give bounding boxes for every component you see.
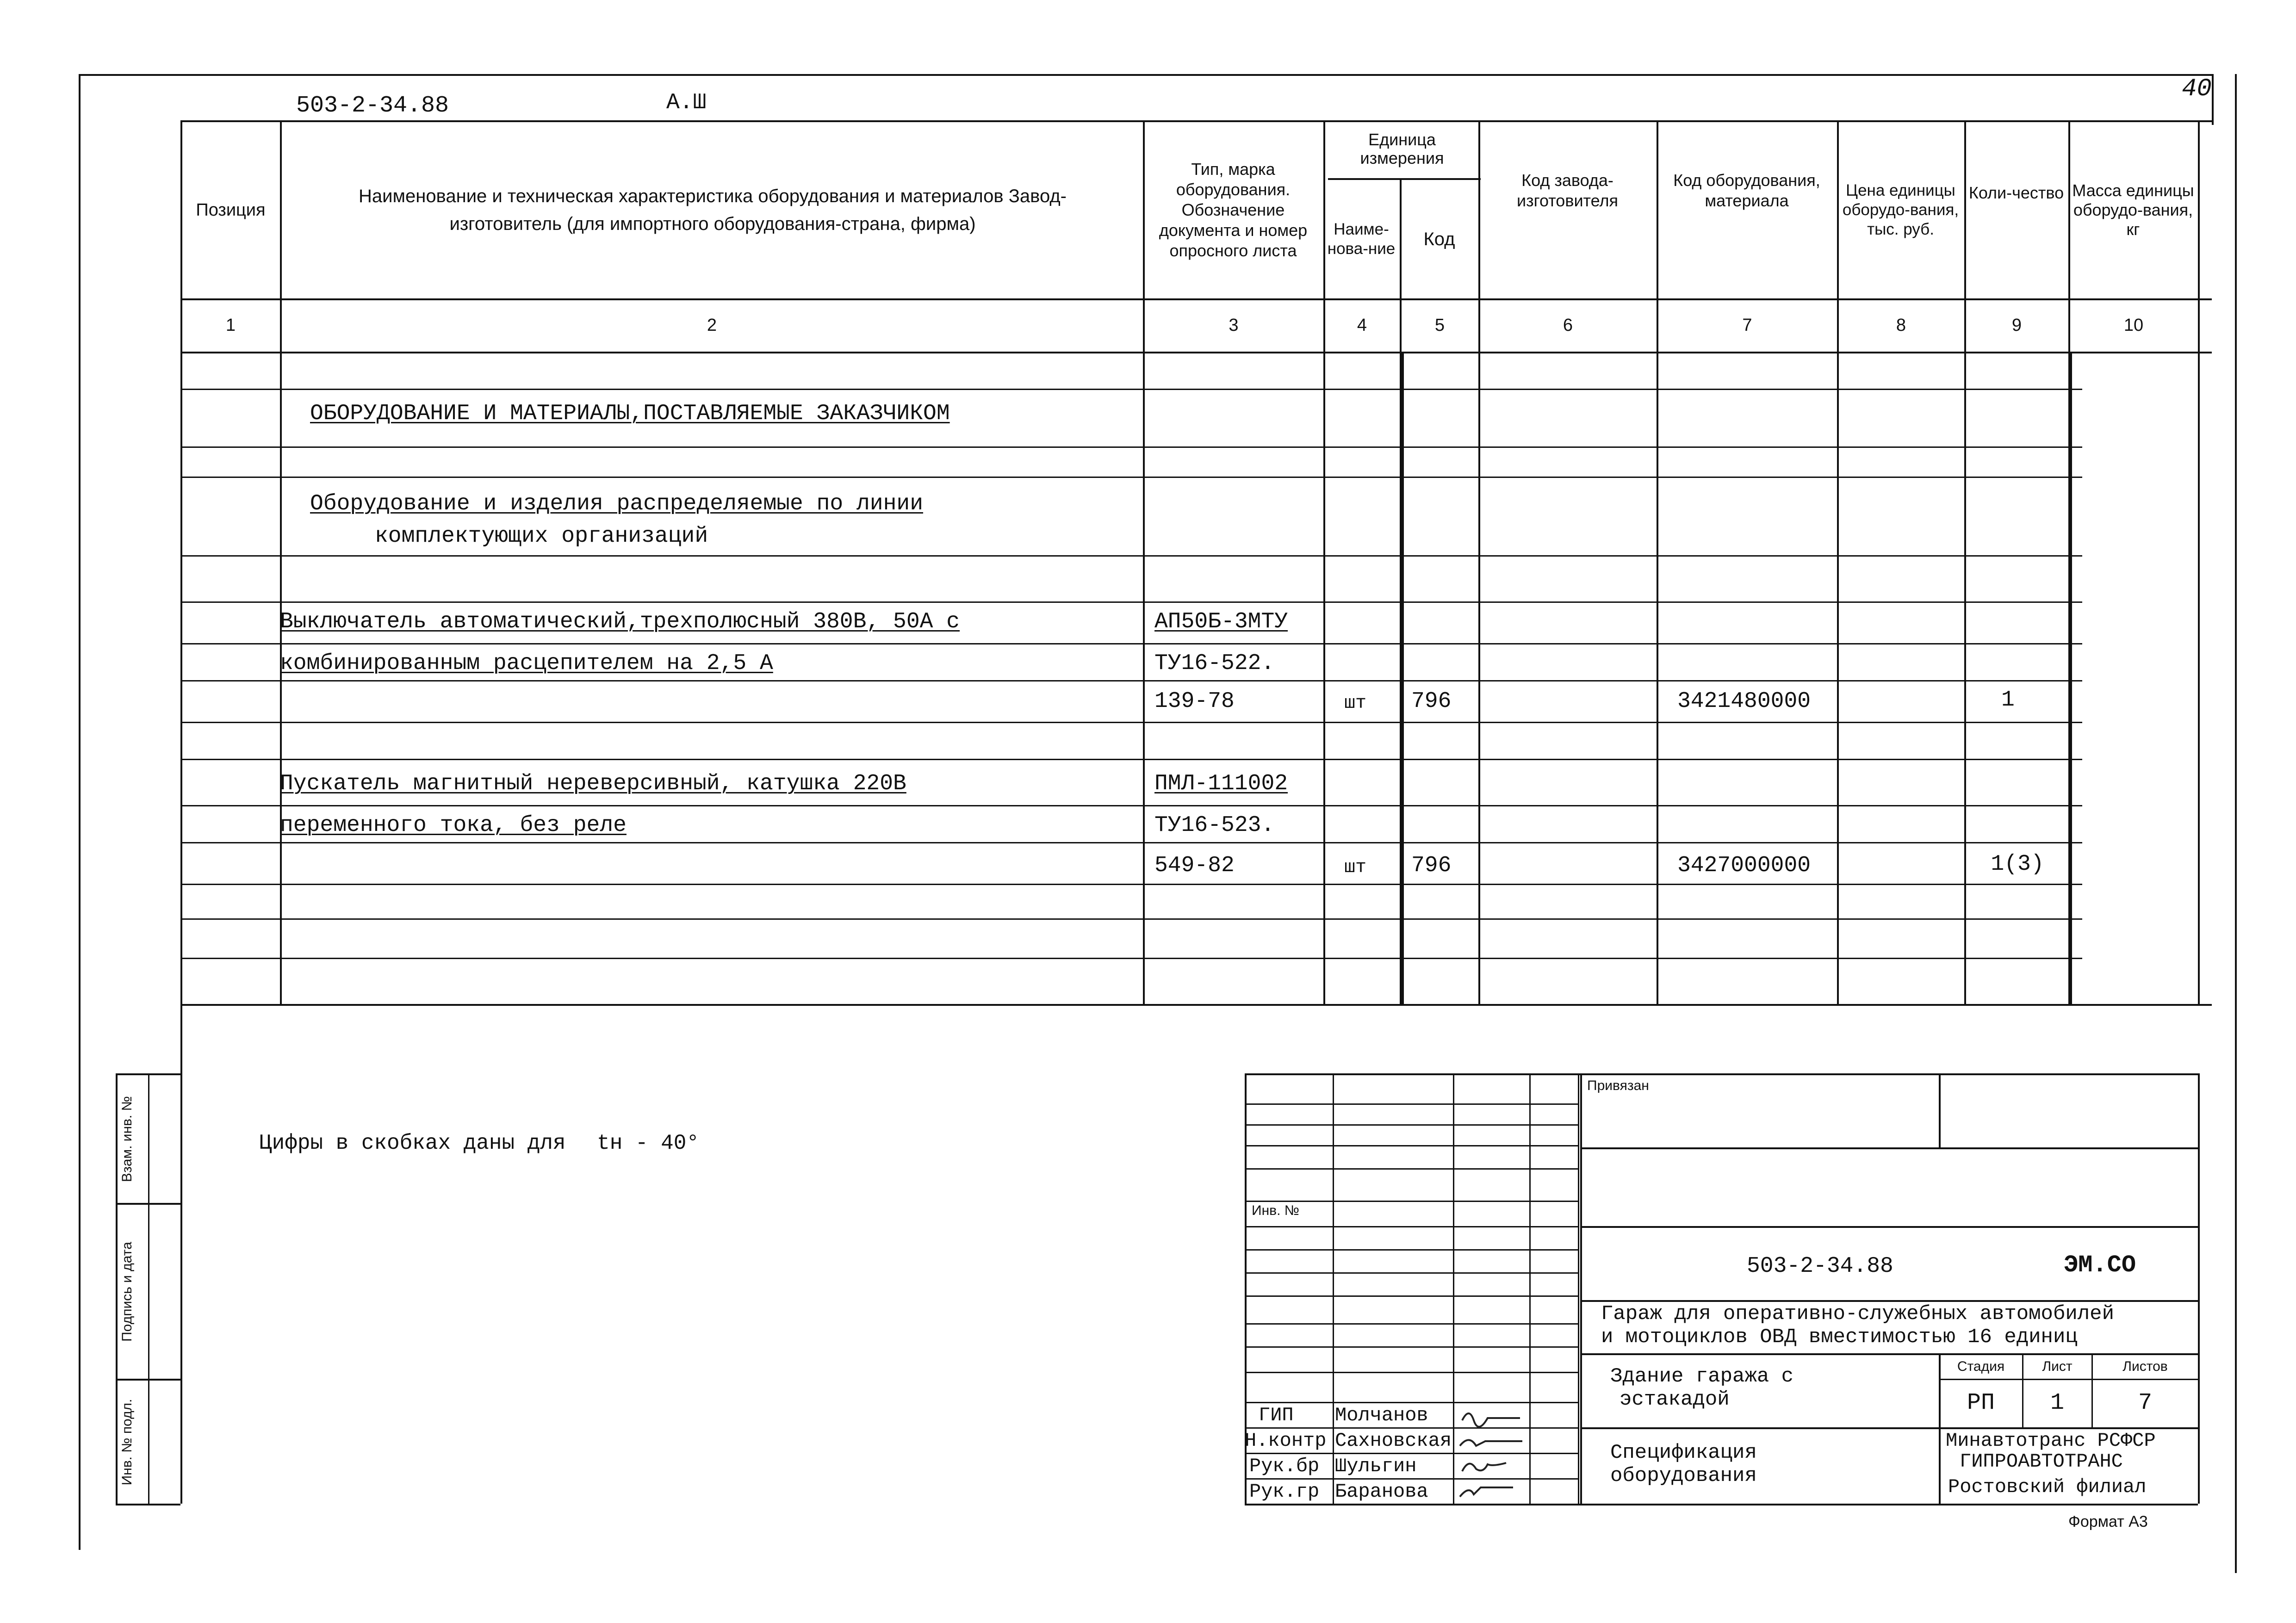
item1-type-line-3: 139-78 [1154, 689, 1235, 714]
temperature-note [259, 1131, 699, 1155]
album-mark: А.Ш [666, 90, 707, 115]
col-number-5: 5 [1434, 316, 1445, 335]
col-number-8: 8 [1896, 316, 1906, 335]
sheets-value: 7 [2138, 1390, 2152, 1416]
item1-type-line-2: ТУ16-522. [1154, 651, 1275, 676]
stamp-doc-code: 503-2-34.88 [1747, 1254, 1893, 1279]
col-number-1: 1 [225, 316, 236, 335]
item2-unit: шт [1344, 857, 1367, 878]
attached-label: Привязан [1587, 1078, 1649, 1093]
header-unit-name: Наиме-нова-ние [1327, 220, 1396, 258]
format-label: Формат А3 [2068, 1513, 2148, 1530]
col-number-3: 3 [1229, 316, 1239, 335]
spec-title-line-2: оборудования [1610, 1464, 1757, 1487]
header-type: Тип, марка оборудования. Обозначение документа и номер опросного листа [1159, 159, 1308, 260]
organization-line-1: Минавтотранс РСФСР [1946, 1430, 2156, 1452]
signature-scribbles [1453, 1402, 1532, 1504]
organization-line-2: ГИПРОАВТОТРАНС [1960, 1450, 2123, 1473]
project-title-line-1: Гараж для оперативно-служебных автомобилей [1601, 1302, 2114, 1326]
header-price: Цена единицы оборудо-вания, тыс. руб. [1842, 181, 1959, 238]
col-number-4: 4 [1357, 316, 1367, 335]
item1-type-line-1: АП50Б-3МТУ [1154, 609, 1288, 634]
signer-name-1: Молчанов [1335, 1404, 1428, 1426]
signer-role-2: Н.контр [1245, 1430, 1327, 1452]
item2-equip-code: 3427000000 [1677, 853, 1811, 878]
margin-label-original: Инв. № подл. [119, 1399, 135, 1486]
project-title-line-2: и мотоциклов ОВД вместимостью 16 единиц [1601, 1326, 2078, 1349]
item2-type-line-2: ТУ16-523. [1154, 813, 1275, 838]
header-mass: Масса единицы оборудо-вания, кг [2072, 180, 2194, 239]
building-name-line-1: Здание гаража с [1610, 1365, 1794, 1388]
item1-unit: шт [1344, 693, 1367, 714]
col-number-2: 2 [707, 316, 717, 335]
item1-unit-code: 796 [1411, 689, 1452, 714]
signer-role-3: Рук.бр [1249, 1455, 1320, 1477]
header-unit-group: Единица измерения [1360, 130, 1444, 167]
signer-role-4: Рук.гр [1249, 1481, 1320, 1503]
signer-name-4: Баранова [1335, 1481, 1428, 1503]
stage-label: Стадия [1957, 1359, 2005, 1374]
item2-type-line-3: 549-82 [1154, 853, 1235, 878]
note-text: Цифры в скобках даны для [259, 1131, 566, 1155]
subsection-line-1: Оборудование и изделия распределяемые по линии [310, 491, 924, 516]
col-number-9: 9 [2011, 316, 2022, 335]
section-title: ОБОРУДОВАНИЕ И МАТЕРИАЛЫ,ПОСТАВЛЯЕМЫЕ ЗАКАЗЧИКОМ [310, 401, 950, 426]
subsection-line-2: комплектующих организаций [375, 524, 708, 549]
item2-qty: 1(3) [1991, 852, 2044, 877]
sheet-value: 1 [2050, 1390, 2064, 1416]
header-name: Наименование и техническая характеристика оборудования и материалов Завод-изготовитель (для импортного оборудования-страна, фирма) [359, 186, 1067, 234]
item1-qty: 1 [2001, 688, 2015, 712]
header-qty: Коли-чество [1968, 183, 2064, 202]
col-number-10: 10 [2123, 316, 2144, 335]
spec-title-line-1: Спецификация [1610, 1441, 1757, 1464]
header-position: Позиция [196, 200, 266, 220]
sheets-label: Листов [2122, 1359, 2168, 1374]
item1-name-line-2: комбинированным расцепителем на 2,5 А [280, 651, 773, 676]
header-unit-code: Код [1423, 229, 1455, 249]
inventory-label: Инв. № [1252, 1203, 1299, 1218]
item2-unit-code: 796 [1411, 853, 1452, 878]
signer-name-2: Сахновская [1335, 1430, 1452, 1452]
col-number-7: 7 [1742, 316, 1752, 335]
header-maker-code: Код завода-изготовителя [1517, 171, 1618, 210]
signer-name-3: Шульгин [1335, 1455, 1417, 1477]
page-number: 40 [2182, 75, 2212, 103]
item1-equip-code: 3421480000 [1677, 689, 1811, 714]
stamp-sheet-mark: ЭМ.СО [2064, 1251, 2136, 1279]
stage-value: РП [1967, 1390, 1995, 1416]
signer-role-1: ГИП [1259, 1404, 1294, 1426]
item2-name-line-1: Пускатель магнитный нереверсивный, катушка 220В [280, 771, 906, 796]
doc-code-top: 503-2-34.88 [296, 93, 449, 119]
col-number-6: 6 [1563, 316, 1573, 335]
margin-label-replacement: Взам. инв. № [119, 1096, 135, 1182]
item2-name-line-2: переменного тока, без реле [280, 813, 627, 838]
organization-line-3: Ростовский филиал [1948, 1476, 2147, 1498]
margin-label-signature: Подпись и дата [119, 1242, 135, 1342]
building-name-line-2: эстакадой [1620, 1388, 1730, 1411]
header-equip-code: Код оборудования, материала [1673, 171, 1820, 210]
item2-type-line-1: ПМЛ-111002 [1154, 771, 1288, 796]
note-formula: tн - 40° [597, 1131, 699, 1155]
sheet-label: Лист [2042, 1359, 2073, 1374]
item1-name-line-1: Выключатель автоматический,трехполюсный 380В, 50А с [280, 609, 960, 634]
